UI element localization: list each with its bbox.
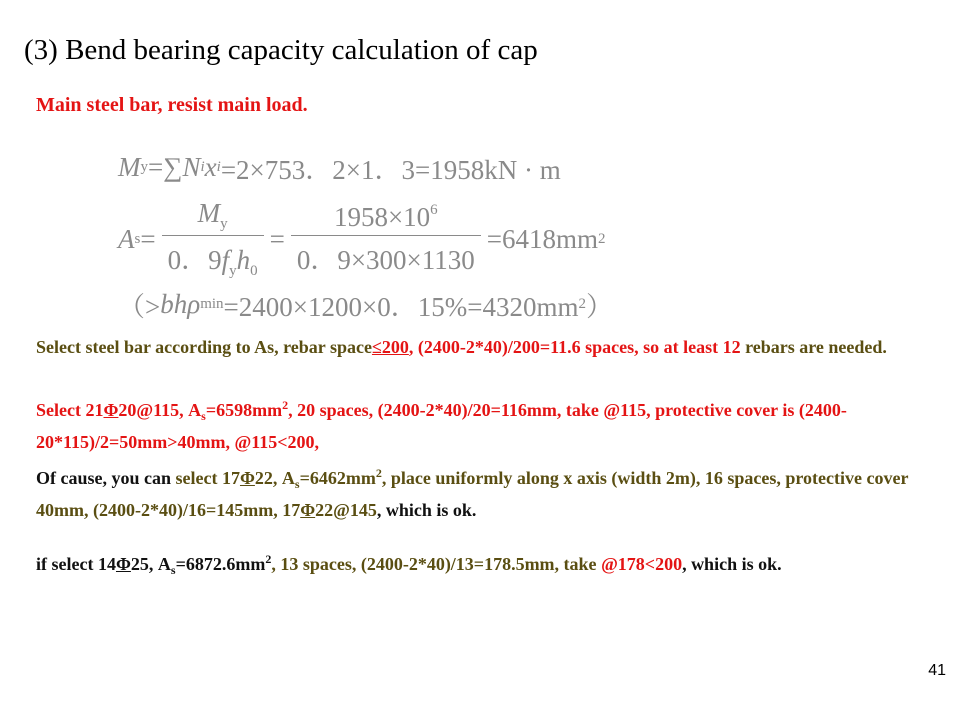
p1-count: 12 [722,337,741,357]
p4-text-f: , which is ok. [682,554,782,574]
p1-text-e: rebars are needed. [740,337,887,357]
frac2-num-sup: 6 [430,201,438,218]
p1-text-a: Select steel bar according to As, rebar space [36,337,372,357]
formula-min-ratio-check [118,285,613,324]
p3-sub: s [294,477,300,491]
frac1-den-h: h [236,245,251,275]
formula-moment-rhs: =2×753．2×1．3=1958kN · m [220,155,561,185]
formula-check-open: （> [118,292,161,322]
paragraph-select-17phi22 [36,460,936,523]
formula-check-bh: bhρ [160,289,201,319]
formula-as-frac1-denominator [162,235,264,280]
p4-text-d: , 13 spaces, (2400-2*40)/13=178.5mm, take [271,554,602,574]
paragraph-select-14phi25 [36,546,936,583]
formula-check-sup: 2 [578,296,586,312]
formula-check-body: =2400×1200×0．15%=4320mm [223,292,579,322]
page-number: 41 [928,662,946,679]
formula-moment-x: x [204,152,217,182]
p4-spacing: @178<200 [601,554,683,574]
p3-phi1: Φ [239,468,255,488]
frac1-den-f: f [221,245,230,275]
p2-sup: 2 [282,398,289,412]
formula-moment-n: N [182,152,201,182]
formula-as-lhs-sub: s [134,230,141,247]
p3-text-a: Of cause, you can [36,468,176,488]
p3-phi2: Φ [300,500,316,520]
frac2-num: 1958×10 [333,201,431,232]
p3-text-e: , place uniformly along x axis (width 2m), 16 spaces, protective cover 40mm, (2400-2*40)/16=145mm, 17 [36,468,909,520]
slide-title: (3) Bend bearing capacity calculation of cap [24,34,538,66]
formula-moment-x-sub: i [216,159,221,175]
formula-steel-area [118,198,606,280]
frac1-den-f-sub: y [229,263,237,279]
formula-moment [118,148,561,187]
p1-spacing-limit: ≤200 [371,337,409,357]
formula-check-close: ） [585,292,613,322]
formula-as-eq1: = [140,223,156,254]
p3-text-f: 22@145 [315,500,377,520]
p4-text-a: if select 14 [36,554,116,574]
formula-as-eq2: = [269,223,285,254]
p4-text-c: =6872.6mm [175,554,266,574]
frac1-num-sub: y [220,216,228,232]
frac1-num-m: M [197,198,221,228]
formula-as-rhs: =6418mm [486,223,599,254]
p3-text-b: select 17 [175,468,240,488]
formula-moment-eq: = [148,152,164,182]
formula-as-fraction-1 [162,198,264,280]
p2-text-a: Select 21 [36,400,104,420]
slide-subtitle: Main steel bar, resist main load. [36,94,308,116]
p2-phi: Φ [103,400,119,420]
frac1-den-a: 0．9 [167,245,222,275]
p4-phi: Φ [115,554,131,574]
p2-text-b: 20@115, A [118,400,202,420]
formula-as-lhs: A [118,223,135,254]
p4-sub: s [170,563,176,577]
formula-moment-sigma: ∑ [163,152,183,182]
p3-sup: 2 [375,466,382,480]
p3-text-c: 22, A [254,468,295,488]
formula-moment-n-sub: i [200,159,205,175]
formula-as-frac1-numerator [192,198,234,235]
p4-sup: 2 [265,552,272,566]
formula-as-frac2-denominator: 0．9×300×1130 [291,235,481,277]
p4-text-b: 25, A [130,554,171,574]
p3-text-d: =6462mm [299,468,376,488]
p2-sub: s [201,409,206,423]
formula-as-rhs-sup: 2 [598,230,606,247]
paragraph-select-by-as [36,334,936,360]
p1-text-c: , (2400-2*40)/200=11.6 spaces, so at least [408,337,723,357]
p2-text-d: , 20 spaces, (2400-2*40)/20=116mm, take @115, protective cover is (2400-20*115)/2=50mm>40mm, @115<200, [36,400,847,452]
p2-text-c: =6598mm [205,400,283,420]
formula-check-sub: min [200,296,224,312]
paragraph-select-21phi20 [36,392,936,455]
formula-moment-lhs-sub: y [140,159,148,175]
p3-text-g: , which is ok. [376,500,477,520]
formula-moment-lhs: M [118,152,141,182]
formula-as-frac2-numerator [328,202,444,235]
frac1-den-h-sub: 0 [250,263,258,279]
formula-as-fraction-2 [291,202,481,277]
